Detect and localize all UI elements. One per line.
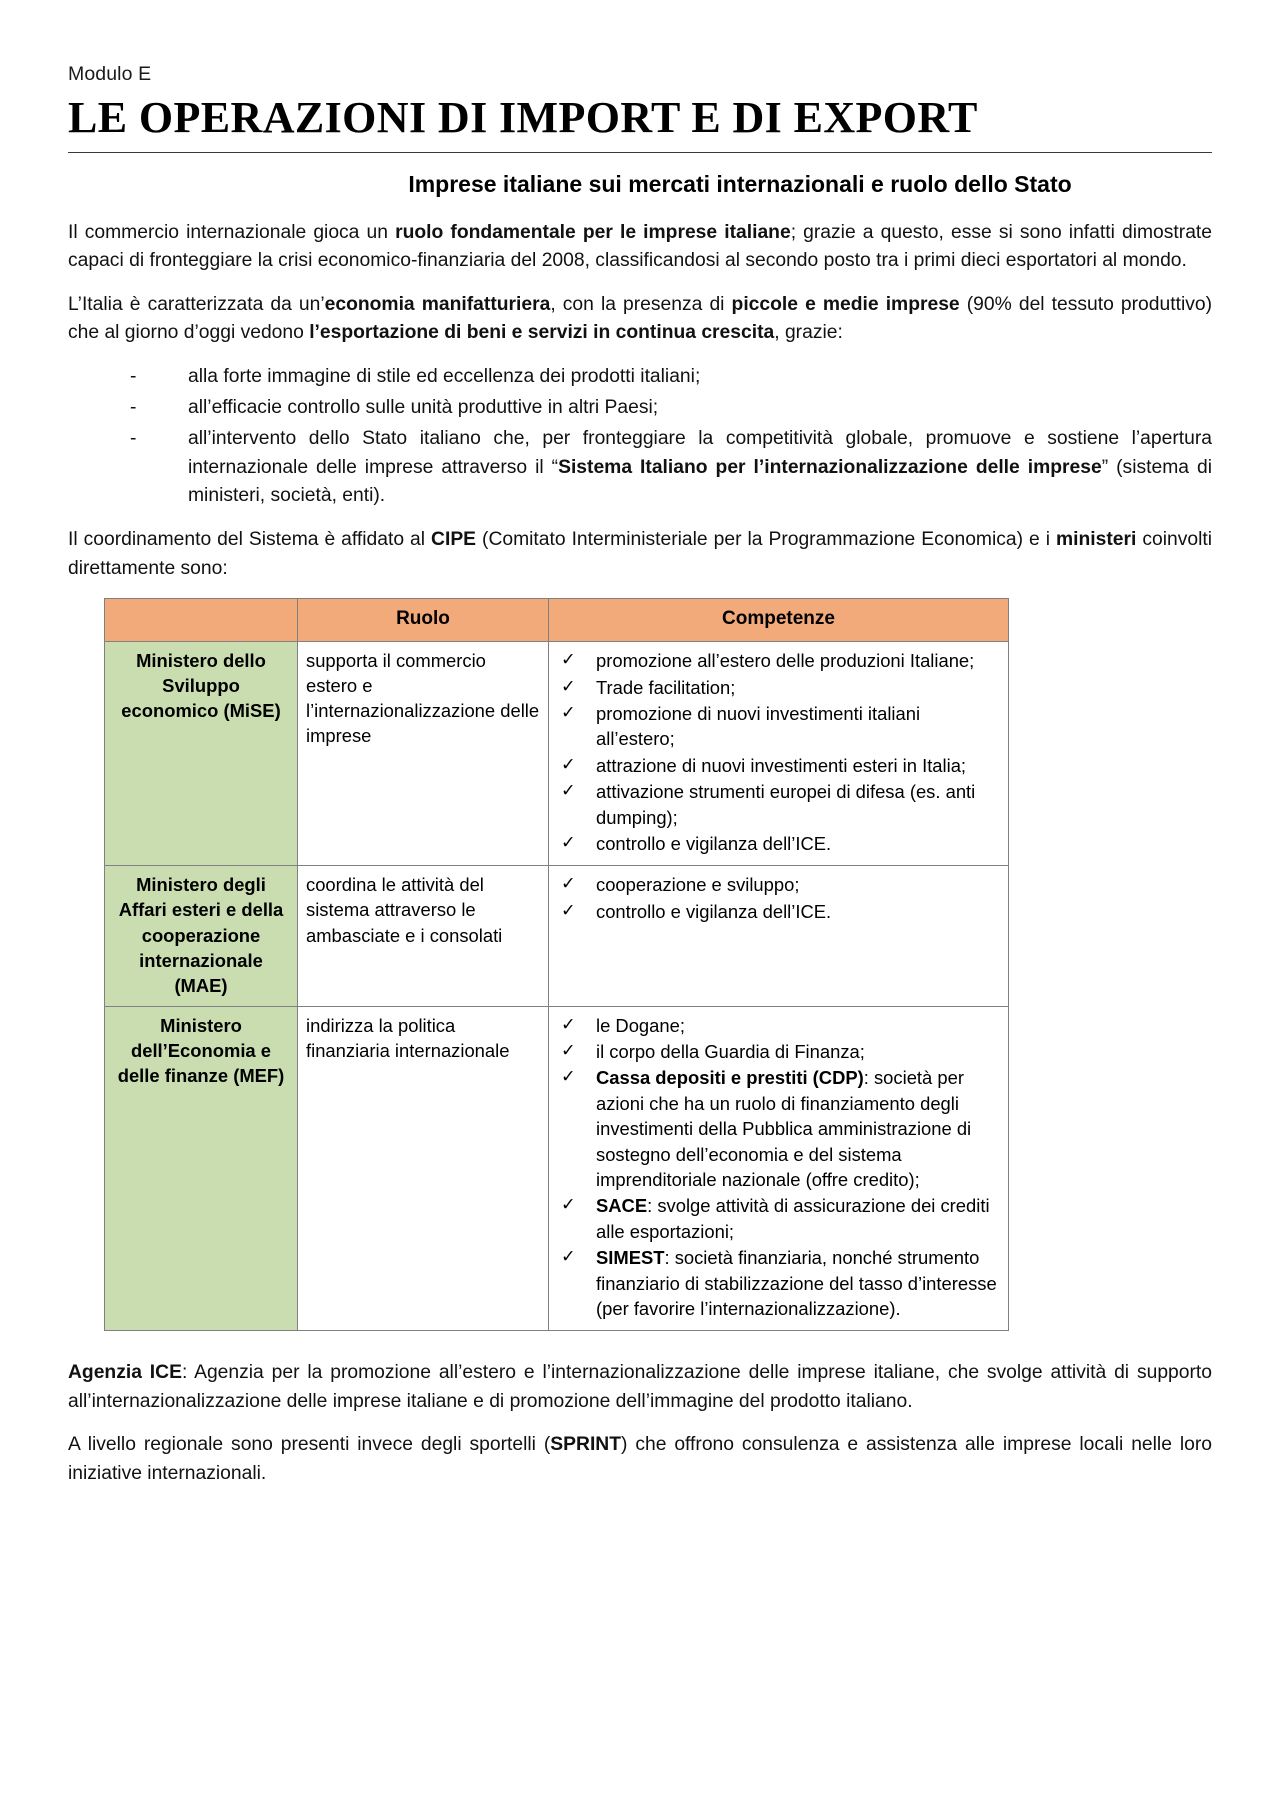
section-subtitle: Imprese italiane sui mercati internazionali e ruolo dello Stato bbox=[408, 170, 1072, 197]
competenze-list bbox=[557, 872, 1000, 924]
competenza-item bbox=[557, 675, 1000, 700]
competenza-bold: SIMEST bbox=[596, 1247, 665, 1269]
sprint-bold: SPRINT bbox=[550, 1434, 622, 1456]
table-row bbox=[105, 866, 1009, 1006]
cipe-text-1: Il coordinamento del Sistema è affidato al bbox=[68, 529, 432, 551]
competenza-item bbox=[557, 1193, 1000, 1244]
competenza-label: : società per azioni che ha un ruolo di finanziamento degli investimenti della Pubblica amministrazione di sostegno dell’economia e del sistema imprenditoriale nazionale (offre credito); bbox=[596, 1067, 972, 1190]
ruolo-cell-mise: supporta il commercio estero e l’internazionalizzazione delle imprese bbox=[298, 642, 549, 866]
check-icon: ✓ bbox=[561, 1194, 576, 1215]
check-icon: ✓ bbox=[561, 1246, 576, 1267]
check-icon: ✓ bbox=[561, 1066, 576, 1087]
ministry-name-mae: Ministero degli Affari esteri e della cooperazione internazionale (MAE) bbox=[105, 866, 298, 1006]
ministeri-table bbox=[104, 598, 1009, 1331]
competenze-cell-mef bbox=[549, 1006, 1009, 1331]
check-icon: ✓ bbox=[561, 780, 576, 801]
competenza-label: promozione all’estero delle produzioni Italiane; bbox=[596, 650, 975, 672]
intro-p1-text-1: Il commercio internazionale gioca un bbox=[68, 221, 396, 243]
ministry-name-mise: Ministero dello Sviluppo economico (MiSE) bbox=[105, 642, 298, 866]
list-item bbox=[130, 394, 1212, 423]
ruolo-cell-mae: coordina le attività del sistema attraverso le ambasciate e i consolati bbox=[298, 866, 549, 1006]
table-row bbox=[105, 642, 1009, 866]
cipe-text-3: coinvolti direttamente sono: bbox=[68, 529, 1212, 579]
column-header-blank bbox=[105, 599, 298, 642]
footer-paragraphs bbox=[68, 1359, 1212, 1488]
competenza-label: le Dogane; bbox=[596, 1014, 685, 1036]
check-icon: ✓ bbox=[561, 649, 576, 670]
competenza-label: controllo e vigilanza dell’ICE. bbox=[596, 833, 832, 855]
competenza-label: attivazione strumenti europei di difesa (es. anti dumping); bbox=[596, 781, 976, 828]
sprint-text-1: A livello regionale sono presenti invece degli sportelli ( bbox=[68, 1434, 551, 1456]
intro-p1-text-2: ; grazie a questo, esse si sono infatti dimostrate capaci di fronteggiare la crisi economico-finanziaria del 2008, classificandosi al secondo posto tra i primi dieci esportatori al mondo. bbox=[68, 221, 1212, 272]
title-divider bbox=[68, 152, 1212, 153]
competenza-item bbox=[557, 1013, 1000, 1038]
competenza-item bbox=[557, 701, 1000, 752]
competenze-list bbox=[557, 648, 1000, 856]
intro-p2-text-1: L’Italia è caratterizzata da un’ bbox=[68, 293, 325, 315]
list-item-label: alla forte immagine di stile ed eccellenza dei prodotti italiani; bbox=[188, 365, 701, 387]
competenza-item bbox=[557, 648, 1000, 673]
list-item-label: all’efficacie controllo sulle unità produttive in altri Paesi; bbox=[188, 396, 659, 418]
column-header-ruolo: Ruolo bbox=[298, 599, 549, 642]
check-icon: ✓ bbox=[561, 873, 576, 894]
agenzia-ice-text: : Agenzia per la promozione all’estero e l’internazionalizzazione delle imprese italiane, che svolge attività di supporto all’internazionalizzazione delle imprese italiane e di promozione dell’immagine del prodotto italiano. bbox=[68, 1362, 1212, 1412]
check-icon: ✓ bbox=[561, 1039, 576, 1060]
module-label: Modulo E bbox=[68, 63, 152, 85]
competenze-cell-mise bbox=[549, 642, 1009, 866]
cipe-text-2: (Comitato Interministeriale per la Programmazione Economica) e i bbox=[476, 529, 1056, 551]
competenza-label: Trade facilitation; bbox=[596, 676, 736, 698]
intro-p2-text-2: , con la presenza di bbox=[550, 293, 732, 315]
list-item bbox=[130, 363, 1212, 392]
check-icon: ✓ bbox=[561, 675, 576, 696]
intro-p2-bold-3: l’esportazione di beni e servizi in continua crescita bbox=[309, 322, 775, 344]
cipe-bold-1: CIPE bbox=[431, 529, 477, 551]
sprint-paragraph bbox=[68, 1431, 1212, 1488]
sprint-text-2: ) che offrono consulenza e assistenza alle imprese locali nelle loro iniziative internazionali. bbox=[68, 1434, 1212, 1484]
intro-paragraph-1 bbox=[68, 219, 1212, 276]
competenza-bold: SACE bbox=[596, 1195, 648, 1217]
competenza-item bbox=[557, 753, 1000, 778]
dash-marker: - bbox=[130, 365, 137, 387]
check-icon: ✓ bbox=[561, 899, 576, 920]
dash-marker: - bbox=[130, 427, 137, 449]
competenza-label: controllo e vigilanza dell’ICE. bbox=[596, 900, 832, 922]
grazie-list bbox=[68, 363, 1212, 512]
competenza-item bbox=[557, 872, 1000, 897]
competenza-label: promozione di nuovi investimenti italiani all’estero; bbox=[596, 703, 921, 750]
agenzia-ice-bold: Agenzia ICE bbox=[68, 1362, 182, 1384]
check-icon: ✓ bbox=[561, 832, 576, 853]
check-icon: ✓ bbox=[561, 702, 576, 723]
competenza-item bbox=[557, 1245, 1000, 1321]
intro-paragraph-2 bbox=[68, 291, 1212, 348]
competenze-list bbox=[557, 1013, 1000, 1322]
competenze-cell-mae bbox=[549, 866, 1009, 1006]
agenzia-ice-paragraph bbox=[68, 1359, 1212, 1416]
competenza-item bbox=[557, 831, 1000, 856]
cipe-bold-2: ministeri bbox=[1055, 529, 1137, 551]
competenza-label: attrazione di nuovi investimenti esteri in Italia; bbox=[596, 754, 967, 776]
competenza-item bbox=[557, 1065, 1000, 1192]
competenza-item bbox=[557, 779, 1000, 830]
dash-marker: - bbox=[130, 396, 137, 418]
check-icon: ✓ bbox=[561, 1013, 576, 1034]
intro-p1-bold-1: ruolo fondamentale per le imprese italiane bbox=[395, 221, 791, 243]
list-item bbox=[130, 425, 1212, 512]
competenza-item bbox=[557, 1039, 1000, 1064]
table-header-row bbox=[105, 599, 1009, 642]
list-item-text-1: all’intervento dello Stato italiano che, per fronteggiare la competitività globale, promuove e sostiene l’apertura internazionale delle imprese attraverso il “ bbox=[188, 427, 1212, 478]
ministry-name-mef: Ministero dell’Economia e delle finanze (MEF) bbox=[105, 1006, 298, 1331]
intro-p2-bold-1: economia manifatturiera bbox=[324, 293, 551, 315]
competenza-label: il corpo della Guardia di Finanza; bbox=[596, 1040, 865, 1062]
list-item-bold: Sistema Italiano per l’internazionalizzazione delle imprese bbox=[558, 456, 1102, 478]
table-row bbox=[105, 1006, 1009, 1331]
ruolo-cell-mef: indirizza la politica finanziaria internazionale bbox=[298, 1006, 549, 1331]
check-icon: ✓ bbox=[561, 753, 576, 774]
competenza-item bbox=[557, 899, 1000, 924]
column-header-competenze: Competenze bbox=[549, 599, 1009, 642]
competenza-label: : svolge attività di assicurazione dei crediti alle esportazioni; bbox=[596, 1195, 990, 1242]
competenza-bold: Cassa depositi e prestiti (CDP) bbox=[596, 1067, 864, 1089]
intro-p2-text-3: (90% del tessuto produttivo) che al giorno d’oggi vedono bbox=[68, 293, 1213, 344]
intro-p2-bold-2: piccole e medie imprese bbox=[731, 293, 960, 315]
competenza-label: : società finanziaria, nonché strumento finanziario di stabilizzazione del tasso d’interesse (per favorire l’internazionalizzazione). bbox=[596, 1247, 997, 1319]
cipe-paragraph bbox=[68, 526, 1212, 583]
competenza-label: cooperazione e sviluppo; bbox=[596, 874, 800, 896]
list-item-text-2: ” (sistema di ministeri, società, enti). bbox=[188, 456, 1212, 507]
intro-p2-text-4: , grazie: bbox=[774, 322, 843, 344]
page-title: LE OPERAZIONI DI IMPORT E DI EXPORT bbox=[68, 93, 978, 143]
